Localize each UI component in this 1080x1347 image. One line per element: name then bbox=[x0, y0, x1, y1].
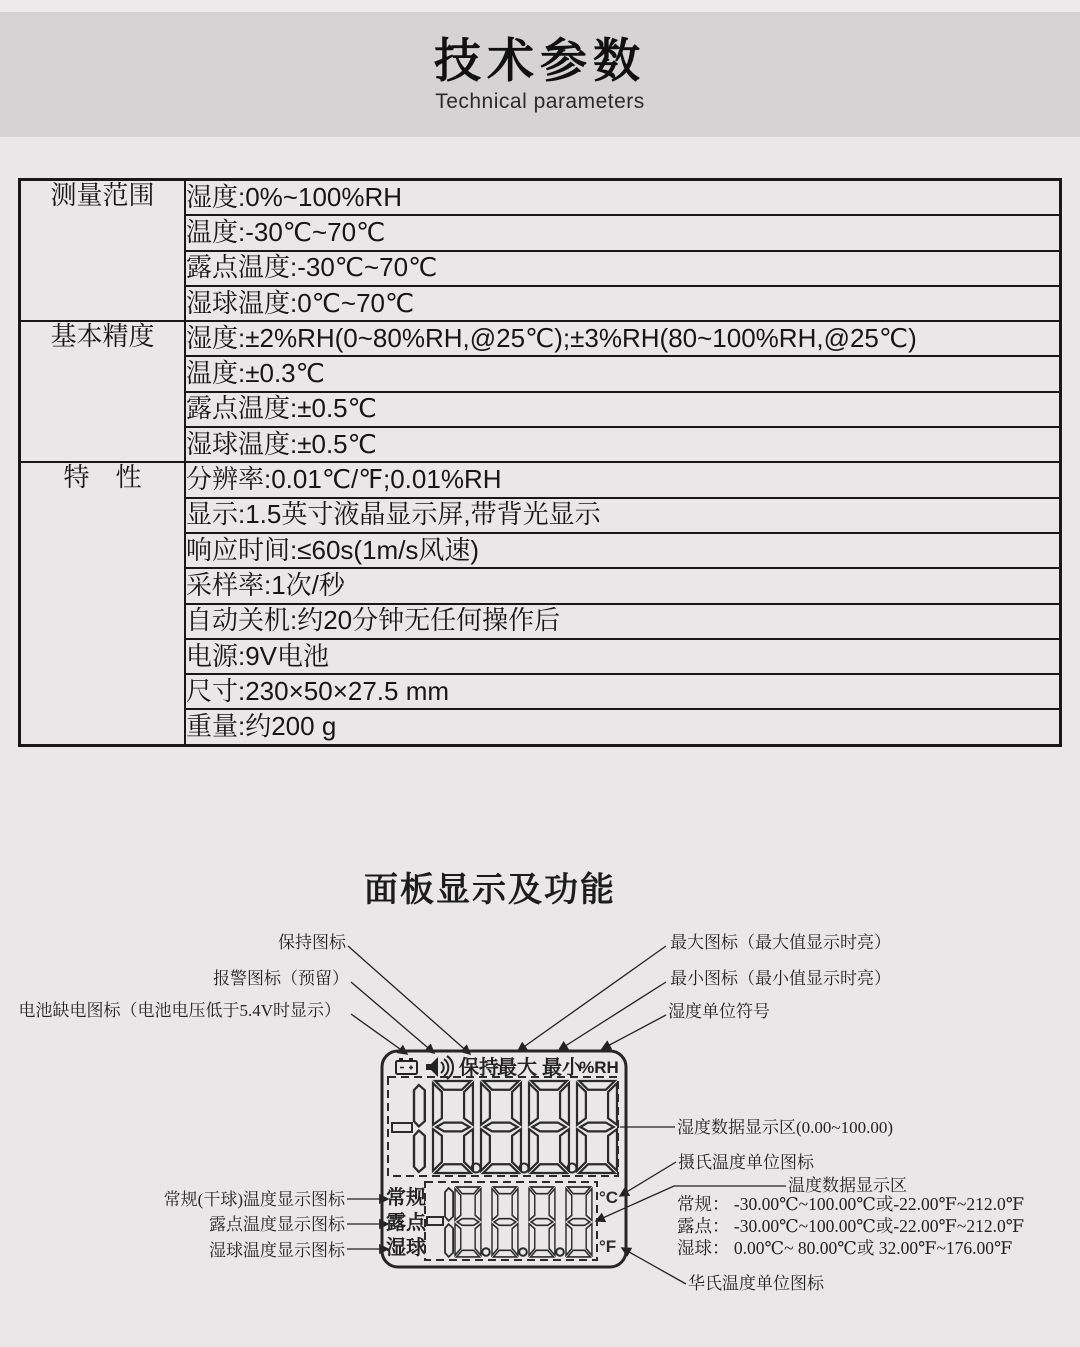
fahrenheit-callout-label: 华氏温度单位图标 bbox=[688, 1274, 824, 1293]
lcd-dew-text: 露点 bbox=[386, 1212, 426, 1234]
spec-cell: 露点温度:-30℃~70℃ bbox=[185, 251, 1061, 286]
spec-group-label: 特 性 bbox=[20, 462, 186, 745]
spec-cell: 分辨率:0.01℃/℉;0.01%RH bbox=[185, 462, 1061, 497]
spec-cell: 显示:1.5英寸液晶显示屏,带背光显示 bbox=[185, 498, 1061, 533]
lcd-celsius-unit-text: °C bbox=[599, 1188, 619, 1207]
spec-cell: 电源:9V电池 bbox=[185, 639, 1061, 674]
spec-cell: 温度:±0.3℃ bbox=[185, 356, 1061, 391]
lcd-min-text: 最小 bbox=[542, 1057, 582, 1079]
alarm-callout-label: 报警图标（预留） bbox=[213, 969, 349, 988]
hold-callout-label: 保持图标 bbox=[278, 933, 346, 952]
page-header bbox=[0, 12, 1080, 137]
table-row bbox=[20, 462, 1061, 497]
range-normal-text: 常规： -30.00℃~100.00℃或-22.00℉~212.0℉ bbox=[677, 1194, 1025, 1214]
spec-cell: 自动关机:约20分钟无任何操作后 bbox=[185, 604, 1061, 639]
lcd-max-text: 最大 bbox=[497, 1057, 537, 1079]
spec-cell: 湿度:0%~100%RH bbox=[185, 180, 1061, 216]
battery-callout-label: 电池缺电图标（电池电压低于5.4V时显示） bbox=[18, 1001, 341, 1020]
spec-group-label: 基本精度 bbox=[20, 321, 186, 462]
spec-cell: 露点温度:±0.5℃ bbox=[185, 392, 1061, 427]
normal-icon-callout-label: 常规(干球)温度显示图标 bbox=[163, 1190, 345, 1209]
battery-icon bbox=[396, 1058, 417, 1074]
celsius-callout-label: 摄氏温度单位图标 bbox=[678, 1153, 814, 1172]
range-dew-text: 露点： -30.00℃~100.00℃或-22.00℉~212.0℉ bbox=[677, 1216, 1025, 1236]
spec-cell: 湿球温度:±0.5℃ bbox=[185, 427, 1061, 462]
humidity-unit-callout-label: 湿度单位符号 bbox=[668, 1002, 770, 1021]
lcd-hold-text: 保持 bbox=[459, 1057, 499, 1079]
dew-icon-callout-label: 露点温度显示图标 bbox=[209, 1215, 345, 1234]
lcd-normal-text: 常规 bbox=[386, 1187, 426, 1209]
top-strip bbox=[0, 0, 1080, 12]
spec-cell: 湿球温度:0℃~70℃ bbox=[185, 286, 1061, 321]
table-row bbox=[20, 321, 1061, 356]
section-title: 面板显示及功能 bbox=[364, 871, 616, 910]
page-title: 技术参数 bbox=[434, 33, 646, 87]
humidity-area-callout-label: 湿度数据显示区(0.00~100.00) bbox=[677, 1118, 894, 1137]
spec-cell: 温度:-30℃~70℃ bbox=[185, 215, 1061, 250]
lcd-panel bbox=[382, 1051, 626, 1267]
min-callout-label: 最小图标（最小值显示时亮） bbox=[670, 969, 891, 988]
lcd-fahrenheit-unit-text: °F bbox=[599, 1237, 617, 1256]
spec-cell: 湿度:±2%RH(0~80%RH,@25℃);±3%RH(80~100%RH,@25℃) bbox=[185, 321, 1061, 356]
lcd-wet-text: 湿球 bbox=[386, 1237, 426, 1259]
spec-group-label: 测量范围 bbox=[20, 180, 186, 322]
spec-cell: 尺寸:230×50×27.5 mm bbox=[185, 674, 1061, 709]
table-row bbox=[20, 180, 1061, 216]
page-subtitle: Technical parameters bbox=[435, 90, 645, 114]
spec-cell: 响应时间:≤60s(1m/s风速) bbox=[185, 533, 1061, 568]
spec-cell: 采样率:1次/秒 bbox=[185, 568, 1061, 603]
temp-area-callout-label: 温度数据显示区 bbox=[788, 1176, 907, 1195]
speaker-icon bbox=[426, 1056, 453, 1079]
range-wet-text: 湿球： 0.00℃~ 80.00℃或 32.00℉~176.00℉ bbox=[677, 1238, 1013, 1258]
lcd-temperature-display bbox=[386, 1182, 618, 1260]
lcd-humidity-display bbox=[388, 1077, 618, 1176]
spec-table bbox=[18, 178, 1062, 747]
spec-cell: 重量:约200 g bbox=[185, 709, 1061, 745]
wet-icon-callout-label: 湿球温度显示图标 bbox=[209, 1241, 345, 1260]
panel-diagram bbox=[0, 905, 1080, 1347]
max-callout-label: 最大图标（最大值显示时亮） bbox=[670, 933, 891, 952]
lcd-rh-unit-text: %RH bbox=[579, 1058, 619, 1077]
